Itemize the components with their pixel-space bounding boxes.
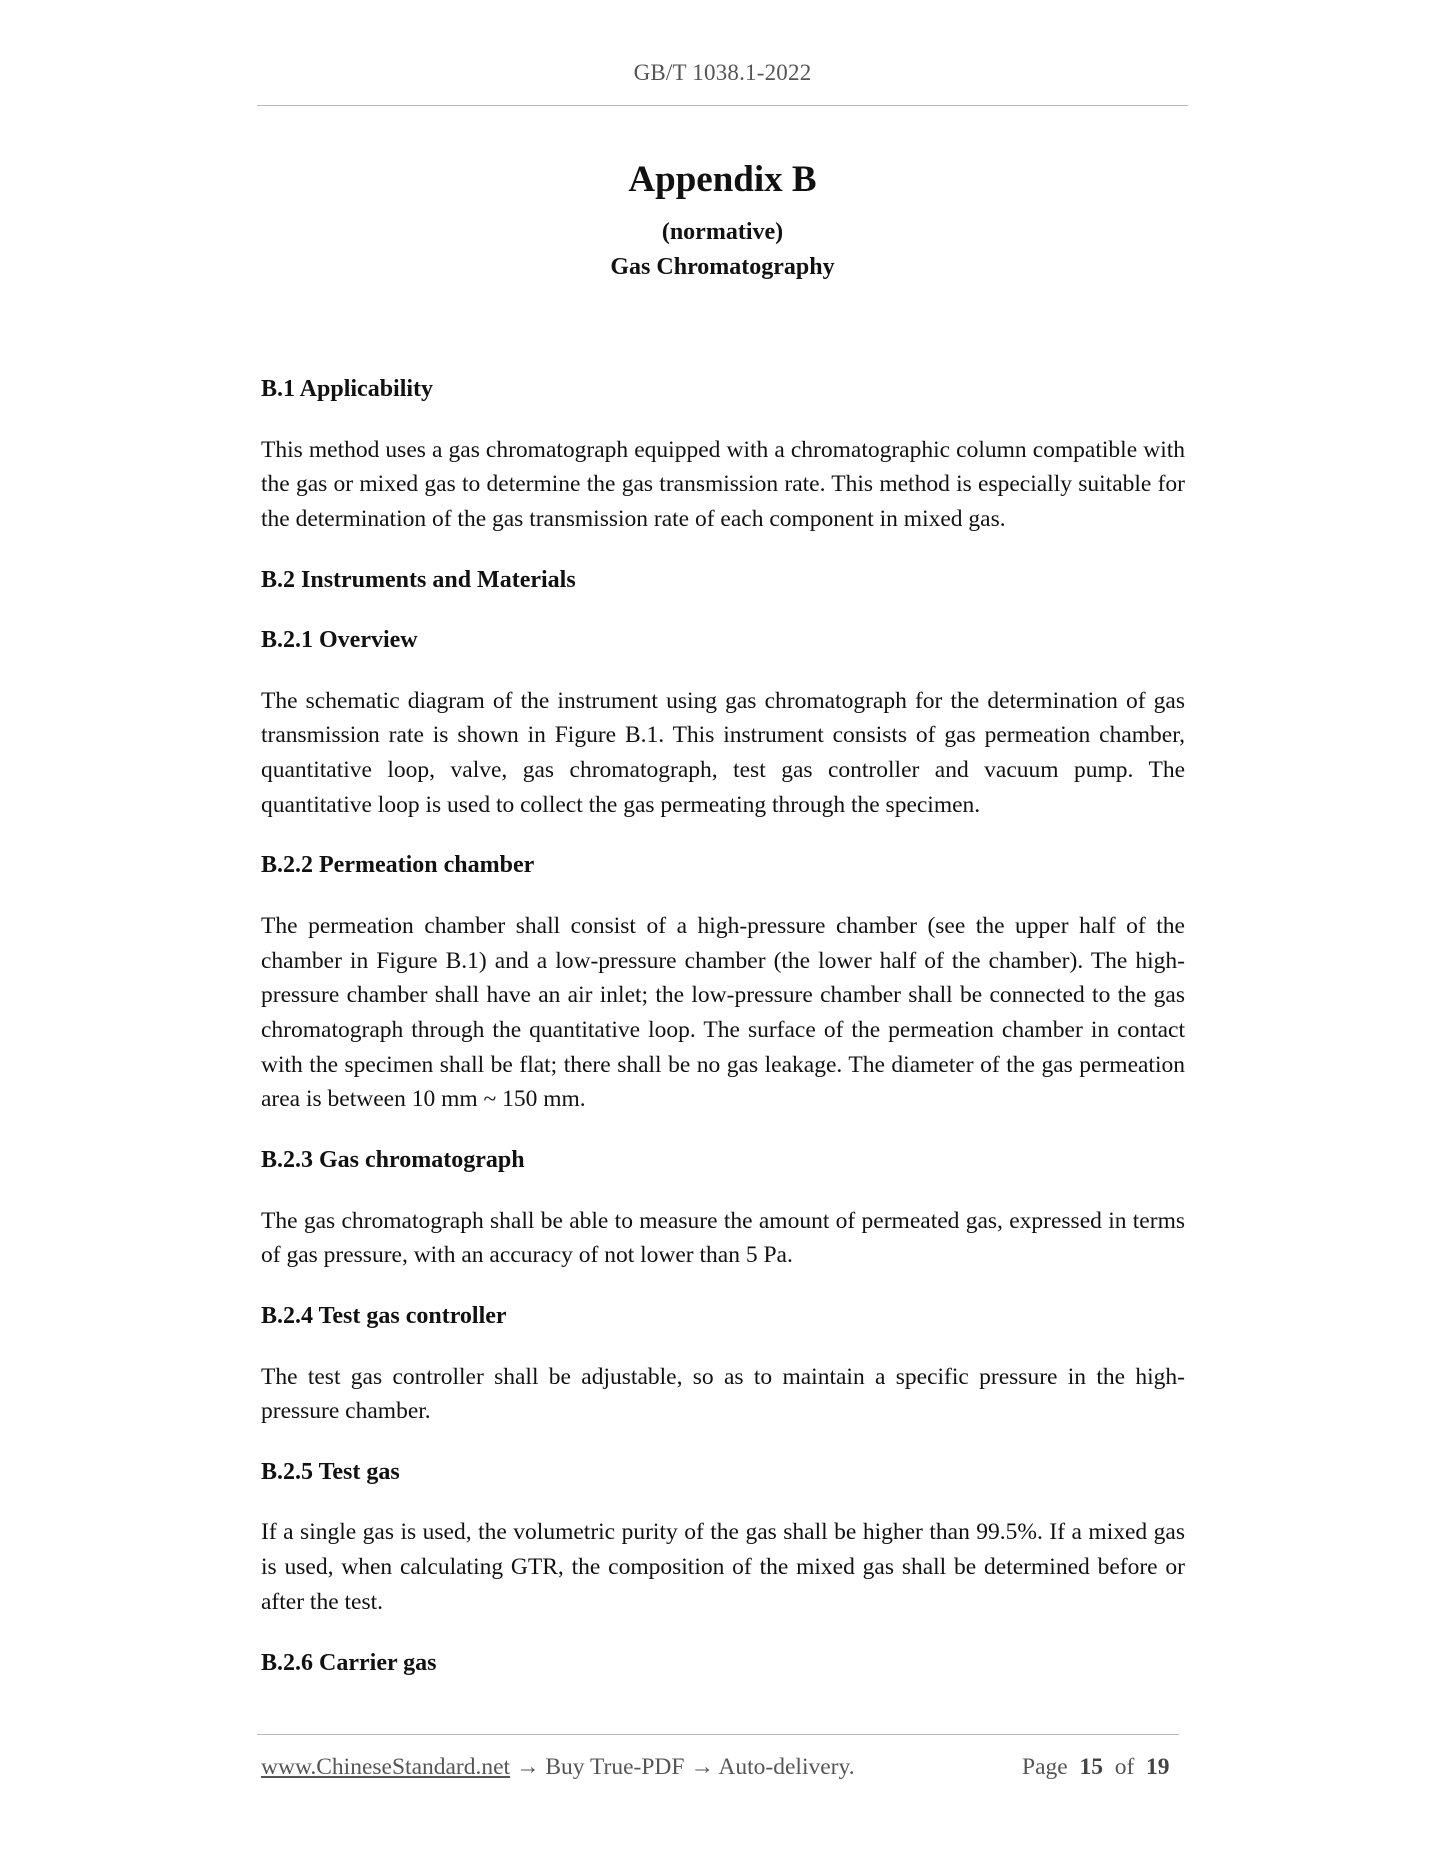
section-heading-b2-6: B.2.6 Carrier gas xyxy=(261,1649,437,1676)
section-heading-b2: B.2 Instruments and Materials xyxy=(261,566,576,593)
total-pages-number: 19 xyxy=(1146,1754,1170,1780)
section-paragraph-b2-3: The gas chromatograph shall be able to measure the amount of permeated gas, expressed in terms of gas pressure, with an accuracy of not lower than 5 Pa. xyxy=(261,1207,1185,1269)
section-paragraph-b2-1: The schematic diagram of the instrument using gas chromatograph for the determination of gas transmission rate is shown in Figure B.1. This instrument consists of gas permeation chamber, quantitative loop, valve, gas chromatograph, test gas controller and vacuum pump. The quantitative loop is used to collect the gas permeating through the specimen. xyxy=(261,687,1185,818)
appendix-subject: Gas Chromatography xyxy=(610,254,835,280)
of-label: of xyxy=(1114,1754,1135,1780)
section-paragraph-b1: This method uses a gas chromatograph equipped with a chromatographic column compatible with the gas or mixed gas to determine the gas transmission rate. This method is especially suitable for the determination of the gas transmission rate of each component in mixed gas. xyxy=(261,436,1185,532)
page-label: Page xyxy=(1022,1754,1068,1780)
section-paragraph-b2-4: The test gas controller shall be adjustable, so as to maintain a specific pressure in the high-pressure chamber. xyxy=(261,1363,1185,1425)
section-paragraph-b2-2: The permeation chamber shall consist of a high-pressure chamber (see the upper half of the chamber in Figure B.1) and a low-pressure chamber (the lower half of the chamber). The high-pressure chamber shall have an air inlet; the low-pressure chamber shall be connected to the gas chromatograph through the quantitative loop. The surface of the permeation chamber in contact with the specimen shall be flat; there shall be no gas leakage. The diameter of the gas permeation area is between 10 mm ~ 150 mm. xyxy=(261,912,1185,1113)
section-heading-b2-4: B.2.4 Test gas controller xyxy=(261,1303,507,1330)
section-heading-b2-2: B.2.2 Permeation chamber xyxy=(261,852,535,879)
section-heading-b2-5: B.2.5 Test gas xyxy=(261,1458,400,1485)
page-indicator xyxy=(1022,1754,1170,1781)
buy-pdf-text: Buy True-PDF xyxy=(545,1754,685,1780)
appendix-title: Appendix B xyxy=(628,159,817,200)
current-page-number: 15 xyxy=(1079,1754,1103,1780)
section-heading-b2-1: B.2.1 Overview xyxy=(261,627,418,654)
body-content xyxy=(261,372,1185,1706)
appendix-qualifier: (normative) xyxy=(661,219,784,245)
running-header: GB/T 1038.1-2022 xyxy=(633,60,812,85)
footer-divider xyxy=(257,1734,1179,1735)
footer-promo xyxy=(261,1754,855,1781)
website-link[interactable]: www.ChineseStandard.net xyxy=(261,1754,511,1780)
section-paragraph-b2-5: If a single gas is used, the volumetric purity of the gas shall be higher than 99.5%. If a mixed gas is used, when calculating GTR, the composition of the mixed gas shall be determined before or after the test. xyxy=(261,1519,1185,1615)
auto-delivery-text: Auto-delivery. xyxy=(718,1754,855,1780)
arrow-right-icon: → xyxy=(690,1754,714,1780)
section-heading-b2-3: B.2.3 Gas chromatograph xyxy=(261,1147,525,1174)
arrow-right-icon: → xyxy=(515,1754,540,1780)
section-heading-b1: B.1 Applicability xyxy=(261,376,434,402)
header-divider xyxy=(257,105,1188,106)
